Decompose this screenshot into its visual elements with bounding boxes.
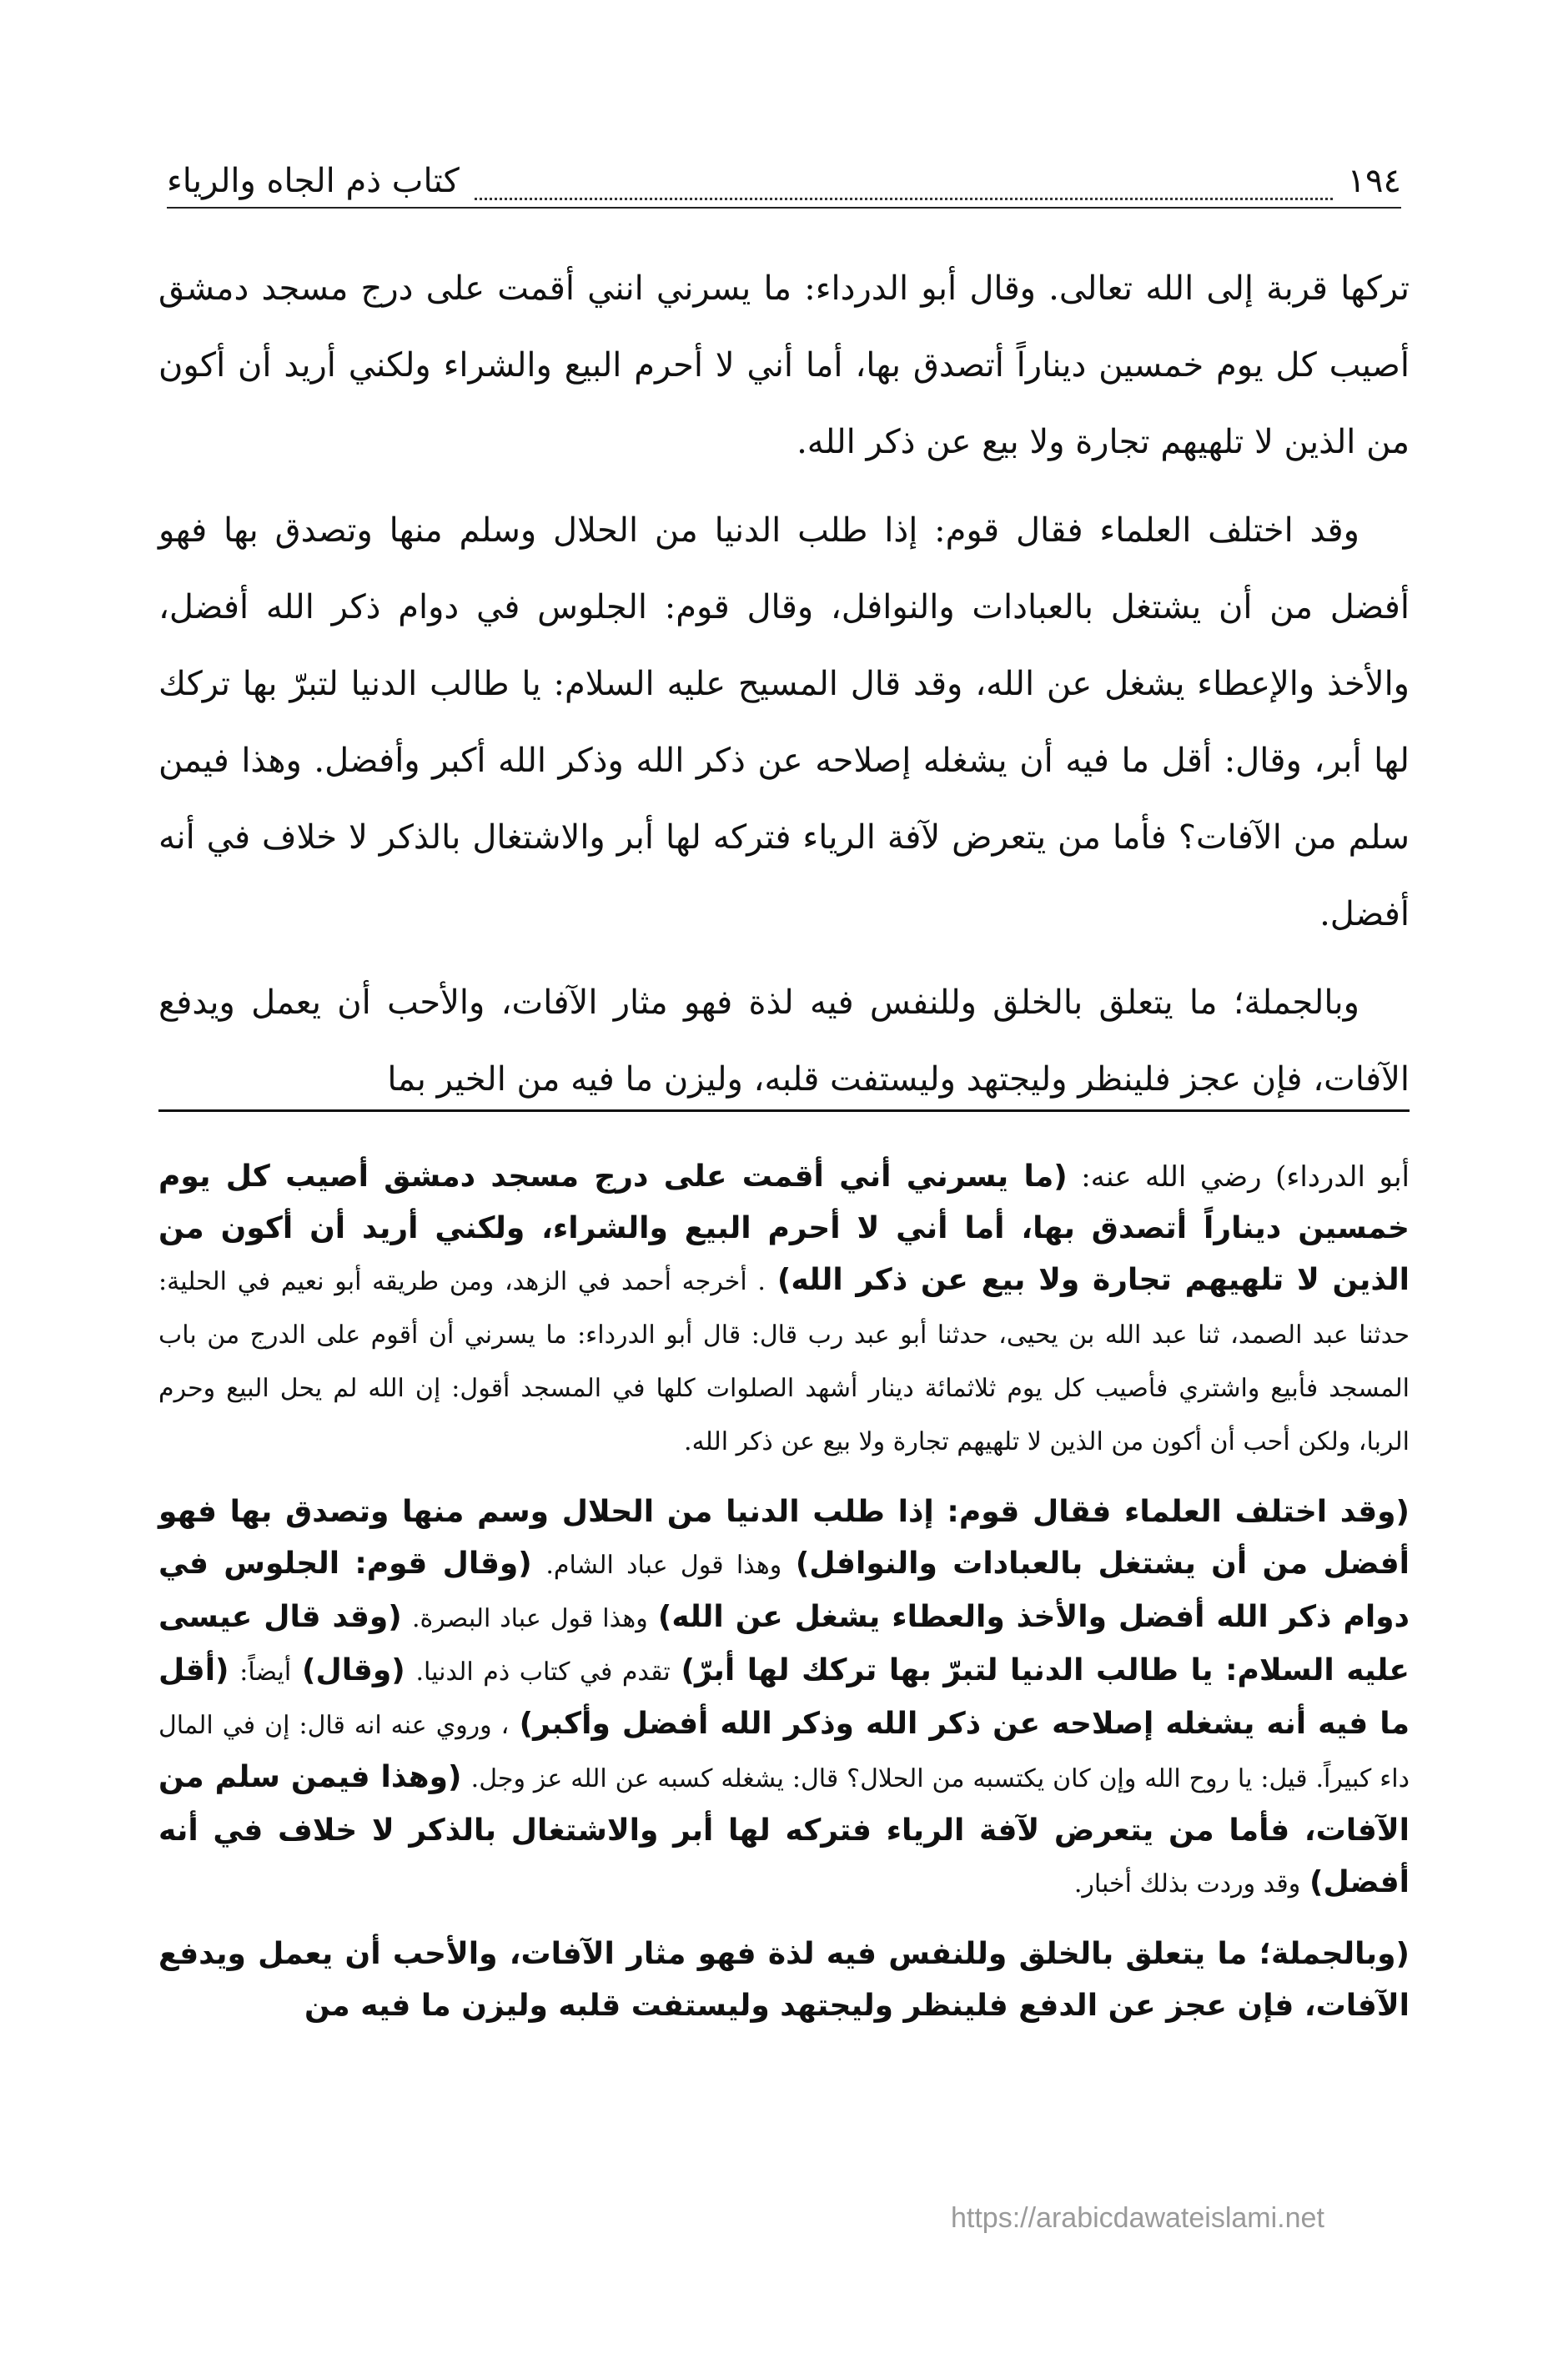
main-paragraph: تركها قربة إلى الله تعالى. وقال أبو الدرداء: ما يسرني انني أقمت على درج مسجد دمشق أصيب كل يوم خمسين ديناراً أتصدق بها، أما أني لا أحرم البيع والشراء ولكني أريد أن أكون من الذين لا تلهيهم تجارة ولا بيع عن ذكر الله. xyxy=(158,269,1410,461)
watermark-url: https://arabicdawateislami.net xyxy=(951,2202,1324,2234)
commentary-note xyxy=(158,1929,1410,2032)
quoted-main-text: (وبالجملة؛ ما يتعلق بالخلق وللنفس فيه لذة فهو مثار الآفات، والأحب أن يعمل ويدفع الآفات، فإن عجز عن الدفع فلينظر وليجتهد وليستفت قلبه وليزن ما فيه من xyxy=(158,1937,1410,2023)
running-title: كتاب ذم الجاه والرياء xyxy=(167,162,460,200)
commentary-text: . أخرجه أحمد في الزهد، ومن طريقه أبو نعيم في الحلية: حدثنا عبد الصمد، ثنا عبد الله بن يحيى، حدثنا أبو عبد رب قال: قال أبو الدرداء: ما يسرني أن أقوم على الدرج من باب المسجد فأبيع واشتري فأصيب كل يوم ثلاثمائة دينار أشهد الصلوات كلها في المسجد أقول: إن الله لم يحل البيع وحرم الربا، ولكن أحب أن أكون من الذين لا تلهيهم تجارة ولا بيع عن ذكر الله. xyxy=(158,1267,1410,1456)
commentary-note xyxy=(158,1151,1410,1468)
commentary-section xyxy=(158,1151,1410,2050)
commentary-note xyxy=(158,1486,1410,1910)
commentary-text: تقدم في كتاب ذم الدنيا. xyxy=(415,1657,671,1687)
quoted-main-text: (أقل ما فيه أنه يشغله إصلاحه عن ذكر الله وذكر الله أفضل وأكبر) xyxy=(158,1653,1410,1741)
page-header xyxy=(167,150,1401,209)
commentary-text: وهذا قول عباد الشام. xyxy=(545,1551,782,1580)
main-paragraph: وقد اختلف العلماء فقال قوم: إذا طلب الدنيا من الحلال وسلم منها وتصدق بها فهو أفضل من أن يشتغل بالعبادات والنوافل، وقال قوم: الجلوس في دوام ذكر الله أفضل، والأخذ والإعطاء يشغل عن الله، وقد قال المسيح عليه السلام: يا طالب الدنيا لتبرّ بها تركك لها أبر، وقال: أقل ما فيه أن يشغله إصلاحه عن ذكر الله وذكر الله أكبر وأفضل. وهذا فيمن سلم من الآفات؟ فأما من يتعرض لآفة الرياء فتركه لها أبر والاشتغال بالذكر لا خلاف في أنه أفضل. xyxy=(158,511,1410,933)
quoted-main-text: (وهذا فيمن سلم من الآفات، فأما من يتعرض لآفة الرياء فتركه لها أبر والاشتغال بالذكر لا خلاف في أنه أفضل) xyxy=(158,1760,1410,1899)
commentary-text: وهذا قول عباد البصرة. xyxy=(412,1604,648,1633)
commentary-text: وقد وردت بذلك أخبار. xyxy=(1073,1869,1301,1899)
commentary-text: ، وروي عنه انه قال: إن في المال داء كبيراً. قيل: يا روح الله وإن كان يكتسبه من الحلال؟ قال: يشغله كسبه عن الله عز وجل. xyxy=(158,1711,1410,1793)
footnote-separator xyxy=(158,1109,1410,1112)
quoted-main-text: (وقال) xyxy=(302,1653,405,1687)
quoted-main-text: (ما يسرني أني أقمت على درج مسجد دمشق أصيب كل يوم خمسين ديناراً أتصدق بها، أما أني لا أحرم البيع والشراء، ولكني أريد أن أكون من الذين لا تلهيهم تجارة ولا بيع عن ذكر الله) xyxy=(158,1159,1410,1297)
header-dotted-leader xyxy=(475,183,1333,200)
main-text xyxy=(158,250,1410,1129)
commentary-text: أيضاً: xyxy=(239,1657,292,1687)
quoted-main-text: (وقال قوم: الجلوس في دوام ذكر الله أفضل والأخذ والعطاء يشغل عن الله) xyxy=(158,1547,1410,1634)
main-paragraph: وبالجملة؛ ما يتعلق بالخلق وللنفس فيه لذة فهو مثار الآفات، والأحب أن يعمل ويدفع الآفات، فإن عجز فلينظر وليجتهد وليستفت قلبه، وليزن ما فيه من الخير بما xyxy=(158,983,1410,1099)
quoted-main-text: (وقد اختلف العلماء فقال قوم: إذا طلب الدنيا من الحلال وسم منها وتصدق بها فهو أفضل من أن يشتغل بالعبادات والنوافل) xyxy=(158,1495,1410,1581)
quoted-main-text: (وقد قال عيسى عليه السلام: يا طالب الدنيا لتبرّ بها تركك لها أبرّ) xyxy=(158,1600,1410,1687)
page-number: ١٩٤ xyxy=(1347,162,1401,200)
commentary-text: أبو الدرداء) رضي الله عنه: xyxy=(1081,1160,1410,1194)
